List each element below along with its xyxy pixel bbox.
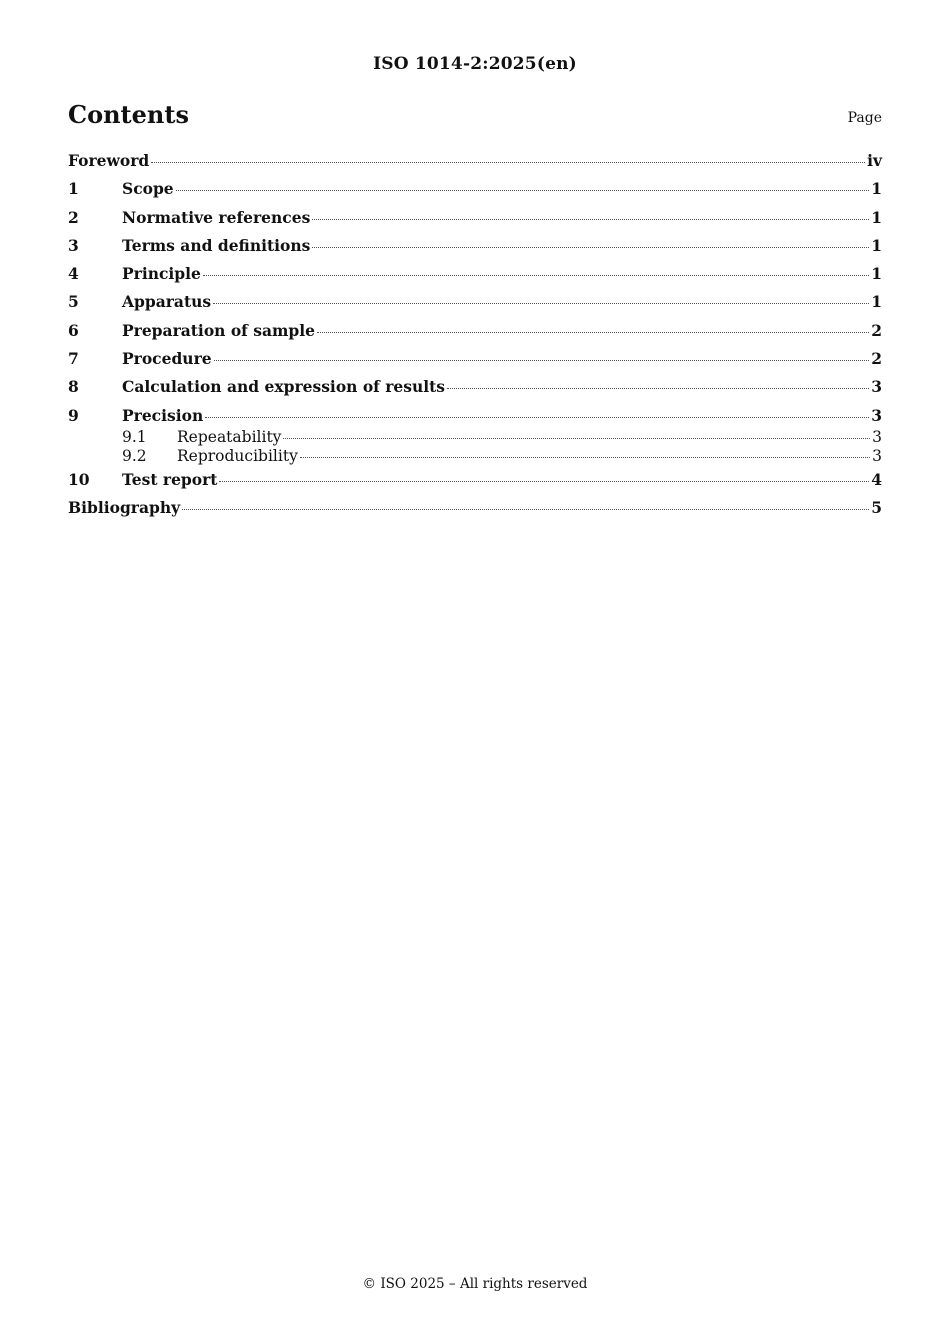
toc-entry-page: 1 — [871, 292, 882, 312]
dot-leader — [317, 332, 869, 333]
dot-leader — [219, 481, 869, 482]
toc-entry-title: Precision — [122, 405, 204, 425]
toc-entry-number: 10 — [68, 469, 90, 489]
contents-title: Contents — [68, 100, 189, 129]
table-of-contents — [68, 151, 882, 527]
toc-subentry-reproducibility[interactable] — [68, 447, 882, 467]
toc-entry-title: Foreword — [68, 151, 150, 170]
toc-entry-page: 5 — [871, 498, 882, 518]
toc-entry-number: 5 — [68, 292, 79, 312]
dot-leader — [176, 190, 870, 191]
toc-entry-bibliography[interactable] — [68, 498, 882, 526]
toc-entry-number: 2 — [68, 207, 79, 227]
toc-entry-calculation-and-expression-of-results[interactable] — [68, 377, 882, 405]
dot-leader — [151, 162, 865, 163]
toc-entry-page: 3 — [872, 427, 882, 446]
toc-entry-normative-references[interactable] — [68, 208, 882, 236]
dot-leader — [213, 303, 869, 304]
toc-entry-page: 2 — [871, 349, 882, 369]
toc-entry-title: Bibliography — [68, 498, 181, 518]
toc-entry-page: 1 — [871, 264, 882, 284]
toc-entry-scope[interactable] — [68, 179, 882, 207]
dot-leader — [447, 388, 869, 389]
page-column-label: Page — [847, 110, 882, 126]
toc-entry-title: Terms and definitions — [122, 235, 311, 255]
toc-entry-title: Normative references — [122, 207, 311, 227]
dot-leader — [312, 219, 869, 220]
toc-entry-number: 9.1 — [122, 427, 147, 446]
toc-entry-title: Reproducibility — [177, 447, 298, 466]
toc-entry-apparatus[interactable] — [68, 292, 882, 320]
toc-entry-page: 1 — [871, 207, 882, 227]
toc-entry-principle[interactable] — [68, 264, 882, 292]
toc-entry-title: Test report — [122, 469, 218, 489]
toc-entry-test-report[interactable] — [68, 470, 882, 498]
toc-entry-title: Repeatability — [177, 427, 282, 446]
copyright-footer: © ISO 2025 – All rights reserved — [362, 1276, 588, 1292]
toc-entry-page: 1 — [871, 235, 882, 255]
toc-entry-number: 9.2 — [122, 447, 147, 466]
dot-leader — [312, 247, 869, 248]
dot-leader — [205, 417, 869, 418]
dot-leader — [203, 275, 869, 276]
toc-entry-page: iv — [867, 151, 882, 170]
toc-entry-title: Preparation of sample — [122, 320, 315, 340]
toc-entry-procedure[interactable] — [68, 349, 882, 377]
toc-entry-number: 9 — [68, 405, 79, 425]
toc-entry-number: 8 — [68, 377, 79, 397]
toc-entry-page: 1 — [871, 179, 882, 199]
toc-subentry-repeatability[interactable] — [68, 428, 882, 448]
dot-leader — [300, 457, 870, 458]
document-id: ISO 1014-2:2025(en) — [373, 54, 577, 74]
toc-entry-number: 1 — [68, 179, 79, 199]
toc-entry-title: Procedure — [122, 349, 212, 369]
toc-entry-number: 7 — [68, 349, 79, 369]
dot-leader — [182, 509, 869, 510]
toc-entry-number: 6 — [68, 320, 79, 340]
toc-entry-page: 2 — [871, 320, 882, 340]
dot-leader — [283, 438, 870, 439]
toc-entry-number: 4 — [68, 264, 79, 284]
toc-entry-number: 3 — [68, 235, 79, 255]
toc-entry-terms-and-definitions[interactable] — [68, 236, 882, 264]
toc-entry-title: Apparatus — [122, 292, 212, 312]
toc-entry-page: 3 — [872, 447, 882, 466]
toc-entry-title: Principle — [122, 264, 201, 284]
toc-entry-title: Scope — [122, 179, 174, 199]
toc-entry-title: Calculation and expression of results — [122, 377, 446, 397]
toc-entry-page: 3 — [871, 405, 882, 425]
toc-entry-page: 3 — [871, 377, 882, 397]
toc-entry-foreword[interactable] — [68, 151, 882, 179]
dot-leader — [214, 360, 870, 361]
toc-entry-page: 4 — [871, 469, 882, 489]
toc-entry-preparation-of-sample[interactable] — [68, 321, 882, 349]
